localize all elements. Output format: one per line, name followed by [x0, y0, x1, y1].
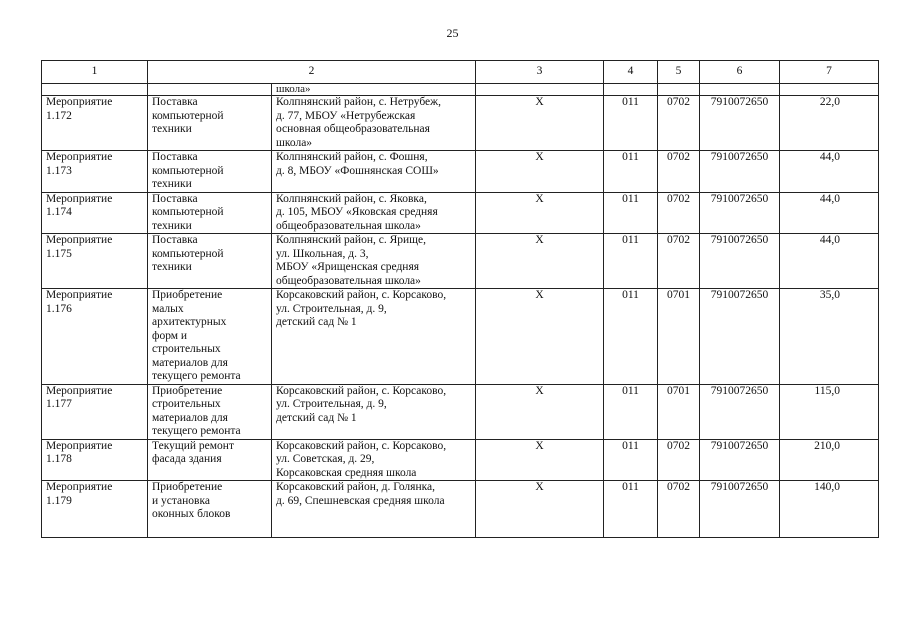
address-cell: Корсаковский район, с. Корсаково, ул. Строительная, д. 9, детский сад № 1	[272, 289, 476, 385]
name-cell: Текущий ремонт фасада здания	[148, 439, 272, 481]
amount-cell: 140,0	[780, 481, 879, 538]
column-header: 5	[658, 61, 700, 84]
name-cell: Поставка компьютерной техники	[148, 192, 272, 234]
column4-cell: 011	[604, 439, 658, 481]
address-cell: Корсаковский район, с. Корсаково, ул. Советская, д. 29, Корсаковская средняя школа	[272, 439, 476, 481]
address-cell: Корсаковский район, с. Корсаково, ул. Строительная, д. 9, детский сад № 1	[272, 384, 476, 439]
address-cell: Колпнянский район, с. Ярище, ул. Школьная, д. 3, МБОУ «Ярищенская средняя общеобразовательная школа»	[272, 234, 476, 289]
address-cell: Колпнянский район, с. Яковка, д. 105, МБОУ «Яковская средняя общеобразовательная школа»	[272, 192, 476, 234]
column3-cell: Х	[476, 192, 604, 234]
column6-cell: 7910072650	[700, 151, 780, 193]
column-header: 4	[604, 61, 658, 84]
event-cell: Мероприятие 1.176	[42, 289, 148, 385]
name-cell: Приобретение и установка оконных блоков	[148, 481, 272, 538]
page-number: 25	[446, 26, 459, 40]
column4-cell: 011	[604, 481, 658, 538]
column5-cell: 0702	[658, 151, 700, 193]
amount-cell: 115,0	[780, 384, 879, 439]
column3-cell: Х	[476, 289, 604, 385]
column5-cell: 0702	[658, 192, 700, 234]
column4-cell: 011	[604, 384, 658, 439]
amount-cell: 22,0	[780, 96, 879, 151]
column3-cell: Х	[476, 384, 604, 439]
header-row	[42, 61, 879, 84]
column3-cell: Х	[476, 96, 604, 151]
continuation-row	[42, 84, 879, 96]
table-row	[42, 234, 879, 289]
column-header: 2	[148, 61, 476, 84]
column3-cell: Х	[476, 151, 604, 193]
column5-cell: 0702	[658, 481, 700, 538]
event-cell: Мероприятие 1.172	[42, 96, 148, 151]
amount-cell: 210,0	[780, 439, 879, 481]
table-row	[42, 96, 879, 151]
column4-cell: 011	[604, 289, 658, 385]
column6-cell: 7910072650	[700, 96, 780, 151]
column6-cell: 7910072650	[700, 439, 780, 481]
amount-cell: 44,0	[780, 192, 879, 234]
table-row	[42, 151, 879, 193]
name-cell: Поставка компьютерной техники	[148, 96, 272, 151]
continuation-text: школа»	[272, 84, 476, 96]
column3-cell: Х	[476, 439, 604, 481]
event-cell: Мероприятие 1.179	[42, 481, 148, 538]
column5-cell: 0701	[658, 289, 700, 385]
column-header: 3	[476, 61, 604, 84]
column5-cell: 0701	[658, 384, 700, 439]
column6-cell: 7910072650	[700, 481, 780, 538]
table-row	[42, 289, 879, 385]
column4-cell: 011	[604, 151, 658, 193]
table-row	[42, 384, 879, 439]
column5-cell: 0702	[658, 439, 700, 481]
amount-cell: 35,0	[780, 289, 879, 385]
column5-cell: 0702	[658, 96, 700, 151]
address-cell: Колпнянский район, с. Фошня, д. 8, МБОУ «Фошнянская СОШ»	[272, 151, 476, 193]
address-cell: Корсаковский район, д. Голянка, д. 69, Спешневская средняя школа	[272, 481, 476, 538]
event-cell: Мероприятие 1.178	[42, 439, 148, 481]
column-header: 7	[780, 61, 879, 84]
column4-cell: 011	[604, 234, 658, 289]
address-cell: Колпнянский район, с. Нетрубеж, д. 77, МБОУ «Нетрубежская основная общеобразовательная школа»	[272, 96, 476, 151]
amount-cell: 44,0	[780, 151, 879, 193]
event-cell: Мероприятие 1.173	[42, 151, 148, 193]
name-cell: Приобретение строительных материалов для текущего ремонта	[148, 384, 272, 439]
budget-table	[41, 60, 879, 538]
name-cell: Приобретение малых архитектурных форм и строительных материалов для текущего ремонта	[148, 289, 272, 385]
column4-cell: 011	[604, 192, 658, 234]
column5-cell: 0702	[658, 234, 700, 289]
column6-cell: 7910072650	[700, 384, 780, 439]
name-cell: Поставка компьютерной техники	[148, 151, 272, 193]
column-header: 1	[42, 61, 148, 84]
table-row	[42, 192, 879, 234]
column4-cell: 011	[604, 96, 658, 151]
column3-cell: Х	[476, 234, 604, 289]
event-cell: Мероприятие 1.177	[42, 384, 148, 439]
column6-cell: 7910072650	[700, 289, 780, 385]
event-cell: Мероприятие 1.174	[42, 192, 148, 234]
name-cell: Поставка компьютерной техники	[148, 234, 272, 289]
table-row	[42, 481, 879, 538]
column3-cell: Х	[476, 481, 604, 538]
column6-cell: 7910072650	[700, 234, 780, 289]
column-header: 6	[700, 61, 780, 84]
table-row	[42, 439, 879, 481]
amount-cell: 44,0	[780, 234, 879, 289]
event-cell: Мероприятие 1.175	[42, 234, 148, 289]
column6-cell: 7910072650	[700, 192, 780, 234]
